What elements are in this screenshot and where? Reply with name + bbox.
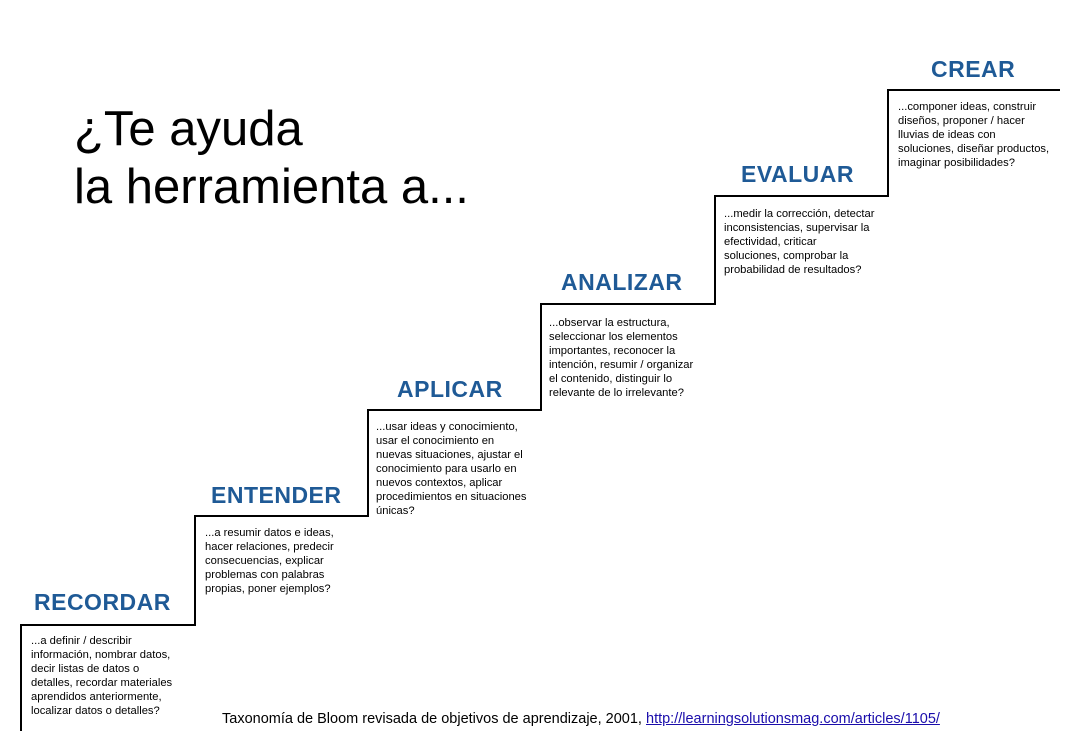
- step-description-entender: ...a resumir datos e ideas, hacer relaciones, predecir consecuencias, explicar problemas con palabras propias, poner ejemplos?: [205, 527, 334, 595]
- source-citation: [222, 711, 940, 727]
- title-line-2: la herramienta a...: [74, 160, 469, 214]
- step-description-crear: ...componer ideas, construir diseños, proponer / hacer lluvias de ideas con soluciones, diseñar productos, imaginar posibilidades?: [898, 101, 1050, 169]
- step-label-aplicar: APLICAR: [397, 376, 503, 402]
- staircase-outline: [21, 90, 1060, 731]
- step-description-evaluar: ...medir la corrección, detectar inconsistencias, supervisar la efectividad, criticar soluciones, comprobar la probabilidad de resultados?: [724, 208, 875, 276]
- step-label-recordar: RECORDAR: [34, 589, 171, 615]
- title-line-1: ¿Te ayuda: [74, 102, 303, 156]
- step-description-aplicar: ...usar ideas y conocimiento, usar el conocimiento en nuevas situaciones, ajustar el conocimiento para usarlo en nuevos contextos, aplicar procedimientos en situaciones únicas?: [376, 421, 527, 517]
- step-label-crear: CREAR: [931, 56, 1016, 82]
- step-label-entender: ENTENDER: [211, 482, 342, 508]
- step-label-analizar: ANALIZAR: [561, 269, 683, 295]
- step-description-recordar: ...a definir / describir información, nombrar datos, decir listas de datos o detalles, recordar materiales aprendidos anteriormente, localizar datos o detalles?: [31, 635, 173, 717]
- source-link[interactable]: http://learningsolutionsmag.com/articles/1105/: [646, 711, 940, 727]
- step-label-evaluar: EVALUAR: [741, 161, 854, 187]
- step-description-analizar: ...observar la estructura, seleccionar los elementos importantes, reconocer la intención, resumir / organizar el contenido, distinguir lo relevante de lo irrelevante?: [549, 317, 694, 399]
- citation-text: Taxonomía de Bloom revisada de objetivos de aprendizaje, 2001,: [222, 711, 646, 727]
